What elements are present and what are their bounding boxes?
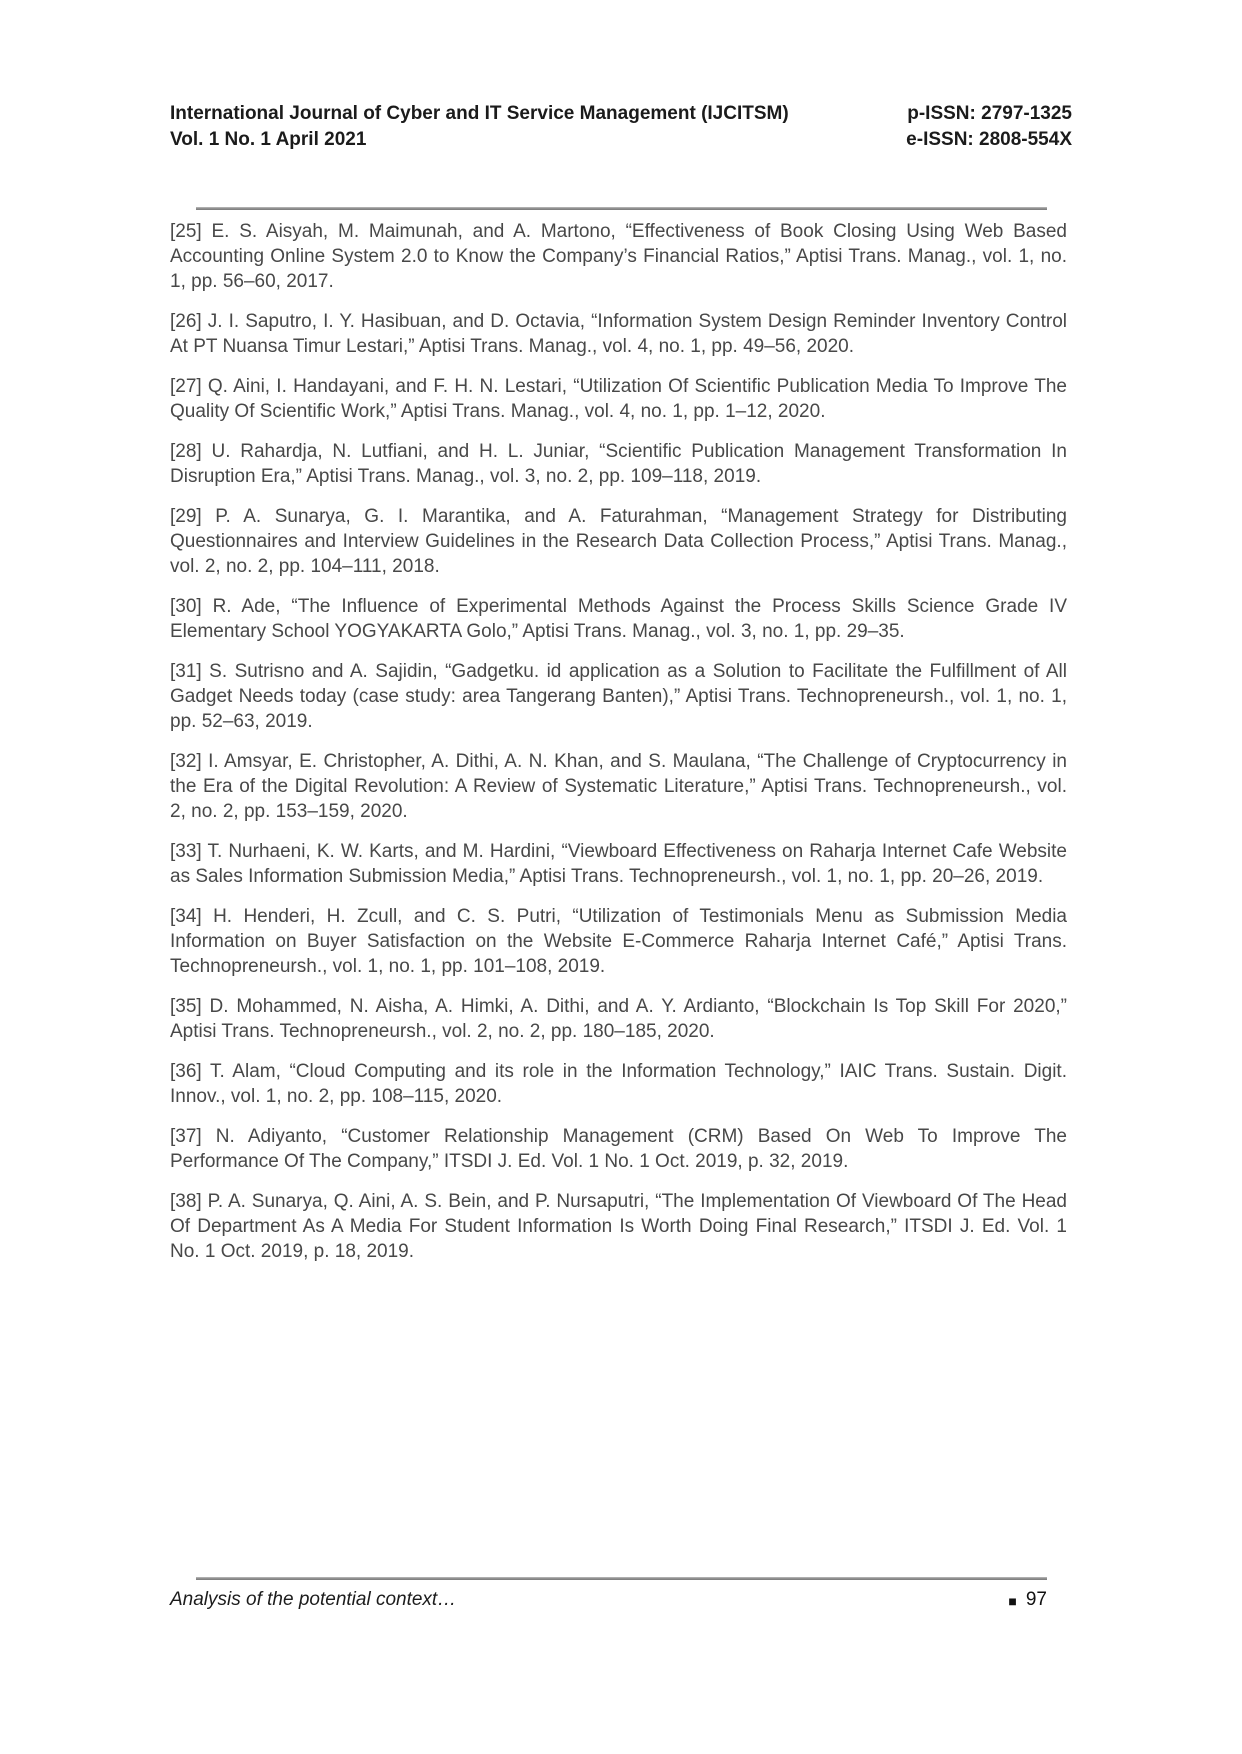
running-title: Analysis of the potential context… <box>170 1589 457 1610</box>
reference-item-30: [30] R. Ade, “The Influence of Experimental Methods Against the Process Skills Science Grade IV Elementary School YOGYAKARTA Golo,” Aptisi Trans. Manag., vol. 3, no. 1, pp. 29–35. <box>170 596 1067 642</box>
header-divider <box>196 207 1047 210</box>
page-number <box>1008 1589 1047 1611</box>
page-footer <box>170 1589 1047 1611</box>
reference-item-32: [32] I. Amsyar, E. Christopher, A. Dithi, A. N. Khan, and S. Maulana, “The Challenge of Cryptocurrency in the Era of the Digital Revolution: A Review of Systematic Literature,” Aptisi Trans. Technopreneursh., vol. 2, no. 2, pp. 153–159, 2020. <box>170 751 1067 822</box>
reference-item-31: [31] S. Sutrisno and A. Sajidin, “Gadgetku. id application as a Solution to Facilitate the Fulfillment of All Gadget Needs today (case study: area Tangerang Banten),” Aptisi Trans. Technopreneursh., vol. 1, no. 1, pp. 52–63, 2019. <box>170 661 1067 732</box>
header-line-2 <box>170 127 1072 153</box>
reference-item-25: [25] E. S. Aisyah, M. Maimunah, and A. Martono, “Effectiveness of Book Closing Using Web Based Accounting Online System 2.0 to Know the Company’s Financial Ratios,” Aptisi Trans. Manag., vol. 1, no. 1, pp. 56–60, 2017. <box>170 221 1067 292</box>
reference-item-37: [37] N. Adiyanto, “Customer Relationship Management (CRM) Based On Web To Improve The Performance Of The Company,” ITSDI J. Ed. Vol. 1 No. 1 Oct. 2019, p. 32, 2019. <box>170 1126 1067 1172</box>
reference-item-29: [29] P. A. Sunarya, G. I. Marantika, and A. Faturahman, “Management Strategy for Distributing Questionnaires and Interview Guidelines in the Research Data Collection Process,” Aptisi Trans. Manag., vol. 2, no. 2, pp. 104–111, 2018. <box>170 506 1067 577</box>
reference-item-27: [27] Q. Aini, I. Handayani, and F. H. N. Lestari, “Utilization Of Scientific Publication Media To Improve The Quality Of Scientific Work,” Aptisi Trans. Manag., vol. 4, no. 1, pp. 1–12, 2020. <box>170 376 1067 422</box>
square-bullet-icon: ■ <box>1008 1593 1017 1609</box>
reference-item-33: [33] T. Nurhaeni, K. W. Karts, and M. Hardini, “Viewboard Effectiveness on Raharja Internet Cafe Website as Sales Information Submission Media,” Aptisi Trans. Technopreneursh., vol. 1, no. 1, pp. 20–26, 2019. <box>170 841 1067 887</box>
header-line-1 <box>170 101 1072 127</box>
reference-item-28: [28] U. Rahardja, N. Lutfiani, and H. L. Juniar, “Scientific Publication Management Transformation In Disruption Era,” Aptisi Trans. Manag., vol. 3, no. 2, pp. 109–118, 2019. <box>170 441 1067 487</box>
reference-item-36: [36] T. Alam, “Cloud Computing and its role in the Information Technology,” IAIC Trans. Sustain. Digit. Innov., vol. 1, no. 2, pp. 108–115, 2020. <box>170 1061 1067 1107</box>
references-list <box>170 219 1067 1279</box>
footer-divider <box>196 1577 1047 1580</box>
page-number-value: 97 <box>1025 1589 1047 1610</box>
reference-item-38: [38] P. A. Sunarya, Q. Aini, A. S. Bein, and P. Nursaputri, “The Implementation Of Viewboard Of The Head Of Department As A Media For Student Information Is Worth Doing Final Research,” ITSDI J. Ed. Vol. 1 No. 1 Oct. 2019, p. 18, 2019. <box>170 1191 1067 1262</box>
volume-line: Vol. 1 No. 1 April 2021 <box>170 129 367 150</box>
journal-title: International Journal of Cyber and IT Service Management (IJCITSM) <box>170 103 789 124</box>
page-header <box>170 101 1072 153</box>
reference-item-34: [34] H. Henderi, H. Zcull, and C. S. Putri, “Utilization of Testimonials Menu as Submission Media Information on Buyer Satisfaction on the Website E-Commerce Raharja Internet Café,” Aptisi Trans. Technopreneursh., vol. 1, no. 1, pp. 101–108, 2019. <box>170 906 1067 977</box>
reference-item-35: [35] D. Mohammed, N. Aisha, A. Himki, A. Dithi, and A. Y. Ardianto, “Blockchain Is Top Skill For 2020,” Aptisi Trans. Technopreneursh., vol. 2, no. 2, pp. 180–185, 2020. <box>170 996 1067 1042</box>
issn-electronic: e-ISSN: 2808-554X <box>906 129 1072 150</box>
reference-item-26: [26] J. I. Saputro, I. Y. Hasibuan, and D. Octavia, “Information System Design Reminder Inventory Control At PT Nuansa Timur Lestari,” Aptisi Trans. Manag., vol. 4, no. 1, pp. 49–56, 2020. <box>170 311 1067 357</box>
issn-print: p-ISSN: 2797-1325 <box>907 103 1072 124</box>
